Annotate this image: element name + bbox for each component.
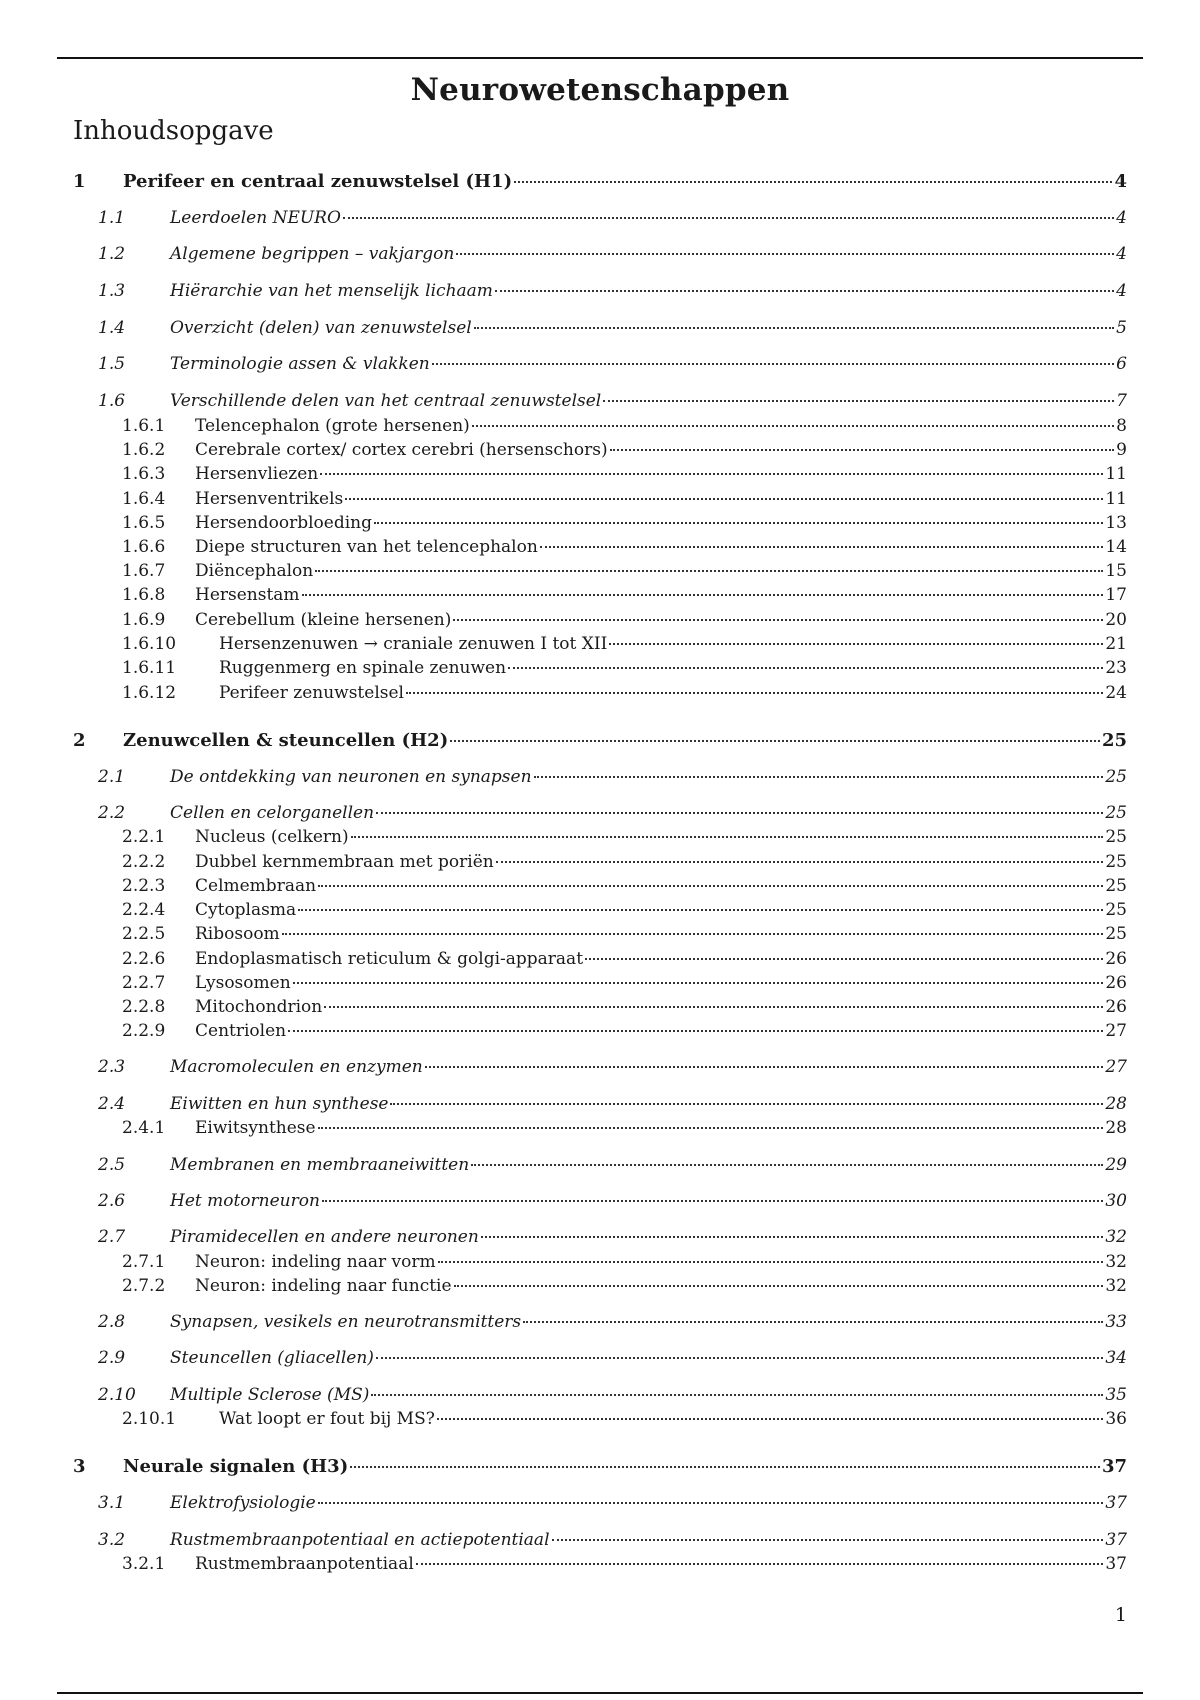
dot-leader [481,1236,1104,1238]
dot-leader [318,885,1103,887]
toc-label: Perifeer zenuwstelsel [219,683,404,703]
dot-leader [406,692,1103,694]
toc-label: Perifeer en centraal zenuwstelsel (H1) [123,171,513,192]
toc-label: Celmembraan [195,876,317,896]
toc-number: 1.6.11 [122,658,177,678]
toc-entry[interactable] [122,899,1127,921]
toc-number: 3.1 [98,1493,126,1513]
dot-leader [374,522,1103,524]
toc-page: 4 [1116,281,1127,301]
toc-label: Leerdoelen NEURO [170,208,341,228]
dot-leader [318,1127,1104,1129]
toc-label: Telencephalon (grote hersenen) [195,416,470,436]
toc-number: 2.7 [98,1227,126,1247]
toc-page: 27 [1105,1021,1127,1041]
toc-label: Zenuwcellen & steuncellen (H2) [123,730,449,751]
toc-entry[interactable] [122,439,1127,461]
dot-leader [320,473,1103,475]
toc-label: Macromoleculen en enzymen [170,1057,423,1077]
dot-leader [534,776,1104,778]
toc-label: Hersenventrikels [195,489,344,509]
toc-entry[interactable] [122,609,1127,631]
toc-entry[interactable] [98,766,1127,788]
toc-number: 2.3 [98,1057,126,1077]
toc-label: Centriolen [195,1021,287,1041]
dot-leader [474,327,1114,329]
toc-label: Algemene begrippen – vakjargon [170,244,455,264]
toc-entry[interactable] [122,536,1127,558]
toc-entry[interactable] [98,390,1127,412]
dot-leader [495,290,1114,292]
toc-number: 1.2 [98,244,126,264]
toc-number: 2.7.2 [122,1276,166,1296]
toc-entry[interactable] [98,802,1127,824]
toc-label: Dubbel kernmembraan met poriën [195,852,494,872]
toc-page: 14 [1105,537,1127,557]
toc-page: 25 [1105,900,1127,920]
dot-leader [540,546,1104,548]
dot-leader [298,909,1103,911]
toc-number: 2.4.1 [122,1118,166,1138]
toc-number: 2.6 [98,1191,126,1211]
dot-leader [450,740,1100,742]
toc-entry[interactable] [98,1384,1127,1406]
toc-page: 32 [1105,1276,1127,1296]
toc-entry[interactable] [98,1529,1127,1551]
dot-leader [514,181,1112,183]
toc-entry[interactable] [98,1226,1127,1248]
toc-label: Ribosoom [195,924,280,944]
toc-entry[interactable] [122,972,1127,994]
toc-page: 25 [1105,827,1127,847]
toc-label: De ontdekking van neuronen en synapsen [170,767,532,787]
toc-number: 2.2.3 [122,876,166,896]
dot-leader [345,498,1103,500]
toc-entry[interactable] [98,1056,1127,1078]
toc-page: 37 [1105,1493,1127,1513]
toc-entry[interactable] [122,1117,1127,1139]
toc-number: 3.2.1 [122,1554,166,1574]
toc-number: 2 [73,730,86,751]
dot-leader [282,933,1104,935]
toc-label: Diëncephalon [195,561,314,581]
toc-page: 26 [1105,973,1127,993]
toc-entry[interactable] [122,488,1127,510]
toc-entry[interactable] [122,948,1127,970]
dot-leader [552,1539,1104,1541]
toc-number: 2.8 [98,1312,126,1332]
toc-label: Het motorneuron [170,1191,320,1211]
dot-leader [376,812,1103,814]
toc-entry[interactable] [122,512,1127,534]
toc-page: 21 [1105,634,1127,654]
bottom-rule [57,1692,1143,1694]
toc-page: 26 [1105,997,1127,1017]
toc-page: 9 [1116,440,1127,460]
toc-label: Cerebrale cortex/ cortex cerebri (hersenschors) [195,440,608,460]
toc-entry[interactable] [98,1190,1127,1212]
toc-label: Hersendoorbloeding [195,513,372,533]
toc-heading: Inhoudsopgave [73,116,274,146]
toc-entry[interactable] [98,1492,1127,1514]
toc-entry[interactable] [122,923,1127,945]
dot-leader [454,1285,1104,1287]
toc-number: 3 [73,1456,86,1477]
toc-label: Hersenstam [195,585,300,605]
document-title: Neurowetenschappen [410,72,790,108]
toc-label: Neurale signalen (H3) [123,1456,349,1477]
toc-entry[interactable] [122,415,1127,437]
toc-label: Diepe structuren van het telencephalon [195,537,538,557]
toc-entry[interactable] [122,826,1127,848]
toc-number: 2.1 [98,767,126,787]
dot-leader [453,619,1103,621]
toc-entry[interactable] [73,730,1127,752]
dot-leader [425,1066,1104,1068]
toc-page: 25 [1105,803,1127,823]
toc-label: Mitochondrion [195,997,323,1017]
toc-page: 13 [1105,513,1127,533]
toc-page: 37 [1105,1530,1127,1550]
dot-leader [288,1030,1103,1032]
toc-number: 2.2.9 [122,1021,166,1041]
toc-number: 2.5 [98,1155,126,1175]
toc-page: 25 [1105,852,1127,872]
dot-leader [609,643,1103,645]
dot-leader [350,1466,1100,1468]
toc-page: 35 [1105,1385,1127,1405]
toc-label: Cellen en celorganellen [170,803,375,823]
toc-label: Rustmembraanpotentiaal en actiepotentiaal [170,1530,550,1550]
toc-page: 26 [1105,949,1127,969]
toc-label: Rustmembraanpotentiaal [195,1554,414,1574]
dot-leader [585,958,1103,960]
toc-number: 1.1 [98,208,126,228]
dot-leader [390,1103,1103,1105]
toc-page: 25 [1101,730,1127,751]
toc-number: 2.2.5 [122,924,166,944]
toc-entry[interactable] [122,996,1127,1018]
toc-page: 37 [1105,1554,1127,1574]
dot-leader [376,1357,1103,1359]
dot-leader [496,861,1104,863]
toc-label: Neuron: indeling naar functie [195,1276,452,1296]
toc-number: 1.3 [98,281,126,301]
toc-entry[interactable] [73,1456,1127,1478]
toc-entry[interactable] [122,560,1127,582]
toc-label: Neuron: indeling naar vorm [195,1252,436,1272]
toc-entry[interactable] [98,1347,1127,1369]
toc-label: Hersenvliezen [195,464,319,484]
toc-label: Hiërarchie van het menselijk lichaam [170,281,493,301]
toc-number: 1.6.10 [122,634,177,654]
dot-leader [603,400,1114,402]
dot-leader [371,1394,1103,1396]
toc-page: 25 [1105,924,1127,944]
toc-number: 2.2.4 [122,900,166,920]
toc-label: Nucleus (celkern) [195,827,349,847]
toc-page: 36 [1105,1409,1127,1429]
toc-label: Steuncellen (gliacellen) [170,1348,374,1368]
dot-leader [322,1200,1103,1202]
toc-entry[interactable] [98,317,1127,339]
dot-leader [610,449,1115,451]
toc-entry[interactable] [98,243,1127,265]
toc-page: 28 [1105,1118,1127,1138]
toc-page: 5 [1116,318,1127,338]
toc-number: 1.5 [98,354,126,374]
toc-entry[interactable] [122,1020,1127,1042]
toc-number: 1.6.3 [122,464,166,484]
dot-leader [343,217,1114,219]
toc-number: 1.6.6 [122,537,166,557]
toc-number: 1.6.2 [122,440,166,460]
toc-page: 25 [1105,876,1127,896]
toc-number: 2.10.1 [122,1409,177,1429]
toc-page: 4 [1114,171,1127,192]
toc-number: 1.6.7 [122,561,166,581]
toc-page: 4 [1116,208,1127,228]
toc-label: Wat loopt er fout bij MS? [219,1409,435,1429]
toc-page: 23 [1105,658,1127,678]
page-number: 1 [1114,1604,1127,1626]
dot-leader [508,667,1103,669]
toc-number: 2.2.2 [122,852,166,872]
dot-leader [471,1164,1103,1166]
toc-page: 37 [1101,1456,1127,1477]
dot-leader [302,594,1104,596]
toc-number: 2.10 [98,1385,136,1405]
dot-leader [416,1563,1104,1565]
toc-label: Eiwitten en hun synthese [170,1094,389,1114]
toc-number: 2.2.7 [122,973,166,993]
toc-page: 33 [1105,1312,1127,1332]
toc-number: 2.2.1 [122,827,166,847]
toc-entry[interactable] [122,851,1127,873]
toc-entry[interactable] [98,1154,1127,1176]
toc-label: Cytoplasma [195,900,297,920]
toc-entry[interactable] [122,682,1127,704]
dot-leader [318,1502,1104,1504]
toc-entry[interactable] [98,1311,1127,1333]
toc-page: 7 [1116,391,1127,411]
toc-page: 32 [1105,1252,1127,1272]
toc-page: 20 [1105,610,1127,630]
toc-label: Eiwitsynthese [195,1118,316,1138]
toc-number: 1.6.4 [122,489,166,509]
toc-entry[interactable] [98,1093,1127,1115]
dot-leader [472,425,1114,427]
toc-number: 1.6.9 [122,610,166,630]
dot-leader [456,253,1114,255]
toc-page: 11 [1105,489,1127,509]
toc-entry[interactable] [122,584,1127,606]
toc-number: 1 [73,171,86,192]
toc-number: 2.9 [98,1348,126,1368]
toc-page: 6 [1116,354,1127,374]
toc-entry[interactable] [73,171,1127,193]
toc-label: Lysosomen [195,973,291,993]
toc-number: 2.2.8 [122,997,166,1017]
dot-leader [438,1261,1104,1263]
toc-label: Endoplasmatisch reticulum & golgi-apparaat [195,949,584,969]
toc-label: Multiple Sclerose (MS) [170,1385,370,1405]
toc-number: 1.6.8 [122,585,166,605]
toc-entry[interactable] [122,1275,1127,1297]
toc-entry[interactable] [122,463,1127,485]
toc-label: Hersenzenuwen → craniale zenuwen I tot XII [219,634,608,654]
toc-label: Synapsen, vesikels en neurotransmitters [170,1312,522,1332]
toc-label: Ruggenmerg en spinale zenuwen [219,658,507,678]
dot-leader [293,982,1104,984]
toc-page: 4 [1116,244,1127,264]
toc-number: 3.2 [98,1530,126,1550]
toc-entry[interactable] [122,1408,1127,1430]
toc-number: 2.2 [98,803,126,823]
toc-number: 1.6.1 [122,416,166,436]
toc-label: Verschillende delen van het centraal zenuwstelsel [170,391,602,411]
toc-page: 34 [1105,1348,1127,1368]
toc-page: 15 [1105,561,1127,581]
toc-page: 11 [1105,464,1127,484]
toc-number: 1.6 [98,391,126,411]
toc-entry[interactable] [122,1251,1127,1273]
dot-leader [432,363,1114,365]
dot-leader [324,1006,1103,1008]
toc-label: Cerebellum (kleine hersenen) [195,610,452,630]
toc-entry[interactable] [122,875,1127,897]
toc-number: 2.7.1 [122,1252,166,1272]
dot-leader [351,836,1104,838]
toc-number: 1.4 [98,318,126,338]
toc-entry[interactable] [98,353,1127,375]
toc-entry[interactable] [98,207,1127,229]
toc-page: 29 [1105,1155,1127,1175]
toc-number: 1.6.5 [122,513,166,533]
dot-leader [315,570,1103,572]
toc-number: 1.6.12 [122,683,177,703]
toc-page: 8 [1116,416,1127,436]
toc-page: 30 [1105,1191,1127,1211]
dot-leader [523,1321,1103,1323]
toc-page: 28 [1105,1094,1127,1114]
toc-label: Elektrofysiologie [170,1493,316,1513]
toc-label: Piramidecellen en andere neuronen [170,1227,479,1247]
toc-label: Membranen en membraaneiwitten [170,1155,470,1175]
toc-label: Terminologie assen & vlakken [170,354,430,374]
toc-entry[interactable] [122,657,1127,679]
toc-page: 25 [1105,767,1127,787]
dot-leader [437,1418,1104,1420]
toc-entry[interactable] [122,1553,1127,1575]
toc-number: 2.4 [98,1094,126,1114]
toc-page: 17 [1105,585,1127,605]
toc-page: 24 [1105,683,1127,703]
toc-number: 2.2.6 [122,949,166,969]
toc-entry[interactable] [122,633,1127,655]
toc-page: 32 [1105,1227,1127,1247]
toc-label: Overzicht (delen) van zenuwstelsel [170,318,472,338]
toc-entry[interactable] [98,280,1127,302]
toc-page: 27 [1105,1057,1127,1077]
